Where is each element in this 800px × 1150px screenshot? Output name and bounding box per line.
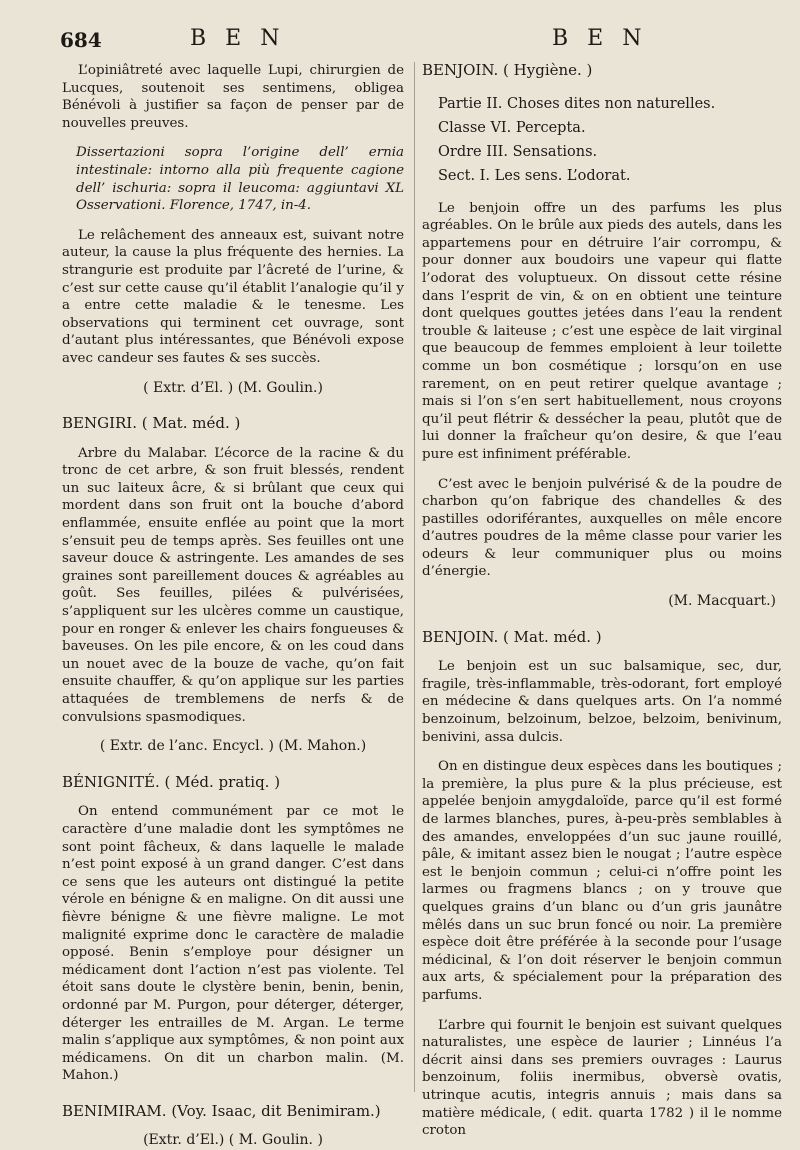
- benignite-paragraph: On entend communément par ce mot le caractère d’une maladie dont les symptômes ne sont point fâcheux, & dans laquelle le malade n’est point exposé à un grand danger. C’est dans ce sens que les auteurs ont distingué la petite vérole en bénigne & en maligne. On dit aussi une fièvre bénigne & une fièvre maligne. Le mot malignité exprime donc le caractère de maladie opposé. Benin s’employe pour désigner un médicament dont l’action n’est pas violente. Tel étoit sans doute le clystère benin, benin, benin, ordonné par M. Purgon, pour déterger, déterger, déterger les entrailles de M. Argan. Le terme malin s’applique aux symptômes, & non point aux médicamens. On dit un charbon malin. (M. Mahon.): [62, 804, 404, 1084]
- hygiene-paragraph: Le benjoin offre un des parfums les plus agréables. On le brûle aux pieds des autels, dans les appartemens pour en détruire l’air corrompu, & pour donner aux boudoirs une vapeur qui flatte l’odorat des voluptueux. On dissout cette résine dans l’esprit de vin, & on en obtient une teinture dont quelques gouttes jetées dans l’eau la rendent trouble & laiteuse ; c’est une espèce de lait virginal que beaucoup de femmes emploient à leur toilette comme un bon cosmétique ; lorsqu’on en use rarement, on en peut retirer quelque avantage ; mais si l’on s’en sert habituellement, nous croyons qu’il peut flétrir & dessécher la peau, plutôt que de lui donner la fraîcheur qu’on desire, & que l’eau pure est infiniment préférable.: [422, 200, 782, 462]
- intro-paragraph: L’opiniâtreté avec laquelle Lupi, chirurgien de Lucques, soutenoit ses sentimens, obligea Bénévoli à justifier sa façon de penser par de nouvelles preuves.: [62, 63, 404, 131]
- classification-line: Classe VI. Percepta.: [438, 119, 586, 136]
- page-number: 684: [60, 28, 102, 52]
- hygiene-paragraph: C’est avec le benjoin pulvérisé & de la poudre de charbon qu’on fabrique des chandelles & des pastilles odoriférantes, auxquelles on mêle encore d’autres poudres de la même classe pour varier les odeurs & leur communiquer plus ou moins d’énergie.: [422, 476, 782, 580]
- bengiri-paragraph: Arbre du Malabar. L’écorce de la racine & du tronc de cet arbre, & son fruit blessés, rendent un suc laiteux âcre, & si brûlant que ceux qui mordent dans son fruit ont la bouche d’abord enflammée, ensuite enflée au point que la mort s’ensuit peu de temps après. Ses feuilles ont une saveur douce & astringente. Les amandes de ses graines sont pareillement douces & agréables au goût. Ses feuilles, pilées & pulvérisées, s’appliquent sur les ulcères comme un caustique, pour en ronger & enlever les chairs fongueuses & baveuses. On les pile encore, & on les coud dans un nouet avec de la bouze de vache, qu’on fait ensuite chauffer, & qu’on applique sur les parties attaquées de tremblemens de nerfs & de convulsions spasmodiques.: [62, 445, 404, 725]
- source-citation: (Extr. d’El.) ( M. Goulin. ): [143, 1132, 323, 1149]
- dissertation-title: Dissertazioni sopra l’origine dell’ ernia intestinale: intorno alla più frequente cagione dell’ ischuria: sopra il leucoma: aggiuntavi XL Osservationi. Florence, 1747, in-4.: [76, 145, 404, 214]
- classification-line: Sect. I. Les sens. L’odorat.: [438, 167, 631, 184]
- entry-heading-bengiri: BENGIRI. ( Mat. méd. ): [62, 414, 241, 433]
- body-paragraph: Le relâchement des anneaux est, suivant notre auteur, la cause la plus fréquente des hernies. La strangurie est produite par l’âcreté de l’urine, & c’est sur cette cause qu’il établit l’analogie qu’il y a entre cette maladie & le tenesme. Les observations qui terminent cet ouvrage, sont d’autant plus intéressantes, que Bénévoli expose avec candeur ses fautes & ses succès.: [62, 227, 404, 366]
- materia-paragraph: L’arbre qui fournit le benjoin est suivant quelques naturalistes, une espèce de laurier ; Linnéus l’a décrit ainsi dans ses premiers ouvrages : Laurus benzoinum, foliis inermibus, obversè ovatis, utrinque acutis, integris annuis ; mais dans sa matière médicale, ( edit. quarta 1782 ) il le nomme croton: [422, 1017, 782, 1139]
- source-citation: (M. Macquart.): [668, 593, 776, 610]
- entry-heading-benjoin-hygiene: BENJOIN. ( Hygiène. ): [422, 61, 593, 79]
- entry-heading-benignite: BÉNIGNITÉ. ( Méd. pratiq. ): [62, 772, 281, 791]
- materia-paragraph: On en distingue deux espèces dans les boutiques ; la première, la plus pure & la plus précieuse, est appelée benjoin amygdaloïde, parce qu’il est formé de larmes blanches, pures, à-peu-près semblables à des amandes, enveloppées d’un suc jaune rouillé, pâle, & imitant assez bien le nougat ; l’autre espèce est le benjoin commun ; celui-ci n’offre point les larmes ou fragmens blancs ; on y trouve que quelques grains d’un blanc ou d’un gris jaunâtre mêlés dans un suc brun foncé ou noir. La première espèce doit être préférée à la seconde pour l’usage médicinal, & l’on doit réserver le benjoin commun aux arts, & spécialement pour la préparation des parfums.: [422, 759, 782, 1003]
- materia-paragraph: Le benjoin est un suc balsamique, sec, dur, fragile, très-inflammable, très-odorant, fort employé en médecine & dans quelques arts. On l’a nommé benzoinum, belzoinum, belzoe, belzoim, benivinum, benivini, assa dulcis.: [422, 659, 782, 745]
- entry-heading-benimiram: BENIMIRAM. (Voy. Isaac, dit Benimiram.): [62, 1101, 381, 1120]
- left-column: [62, 62, 404, 1150]
- classification-line: Partie II. Choses dites non naturelles.: [438, 95, 716, 112]
- running-head-right: B E N: [552, 26, 648, 51]
- source-citation: ( Extr. d’El. ) (M. Goulin.): [143, 379, 323, 396]
- classification-line: Ordre III. Sensations.: [438, 143, 598, 160]
- source-citation: ( Extr. de l’anc. Encycl. ) (M. Mahon.): [99, 738, 367, 755]
- right-column: [422, 62, 782, 1140]
- entry-heading-benjoin-mat: BENJOIN. ( Mat. méd. ): [422, 627, 602, 646]
- running-head-left: B E N: [190, 26, 286, 51]
- column-divider: [414, 62, 415, 1092]
